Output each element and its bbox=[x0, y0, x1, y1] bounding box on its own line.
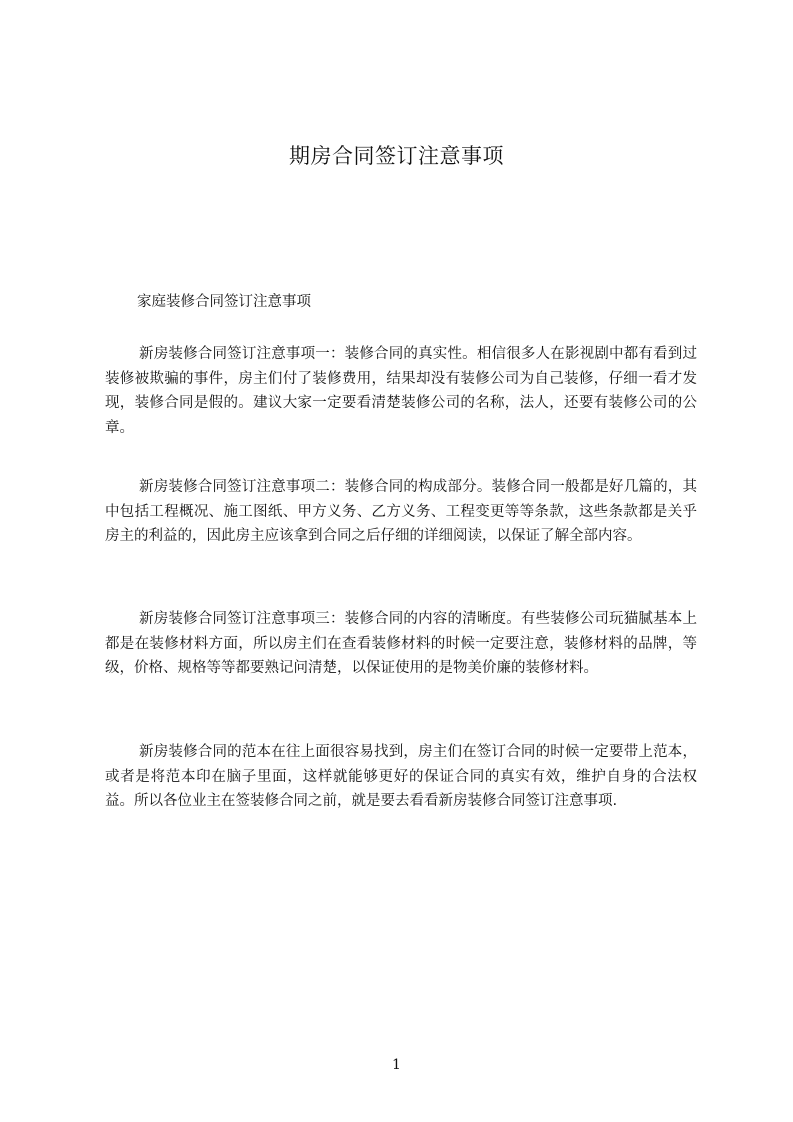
paragraph-item-2: 新房装修合同签订注意事项二：装修合同的构成部分。装修合同一般都是好几篇的，其中包括工程概况、施工图纸、甲方义务、乙方义务、工程变更等等条款，这些条款都是关乎房主的利益的，因此房主应该拿到合同之后仔细的详细阅读，以保证了解全部内容。 bbox=[105, 479, 697, 545]
document-title: 期房合同签订注意事项 bbox=[289, 144, 504, 168]
page-number: 1 bbox=[392, 1057, 401, 1073]
paragraph-item-4: 新房装修合同的范本在往上面很容易找到，房主们在签订合同的时候一定要带上范本，或者是将范本印在脑子里面，这样就能够更好的保证合同的真实有效，维护自身的合法权益。所以各位业主在签装修合同之前，就是要去看看新房装修合同签订注意事项. bbox=[105, 744, 697, 810]
document-subtitle: 家庭装修合同签订注意事项 bbox=[137, 294, 311, 310]
paragraph-item-3: 新房装修合同签订注意事项三：装修合同的内容的清晰度。有些装修公司玩猫腻基本上都是在装修材料方面，所以房主们在查看装修材料的时候一定要注意，装修材料的品牌，等级，价格、规格等等都要熟记问清楚，以保证使用的是物美价廉的装修材料。 bbox=[105, 611, 697, 677]
paragraph-item-1: 新房装修合同签订注意事项一：装修合同的真实性。相信很多人在影视剧中都有看到过装修被欺骗的事件，房主们付了装修费用，结果却没有装修公司为自己装修，仔细一看才发现，装修合同是假的。建议大家一定要看清楚装修公司的名称，法人，还要有装修公司的公章。 bbox=[105, 346, 697, 436]
